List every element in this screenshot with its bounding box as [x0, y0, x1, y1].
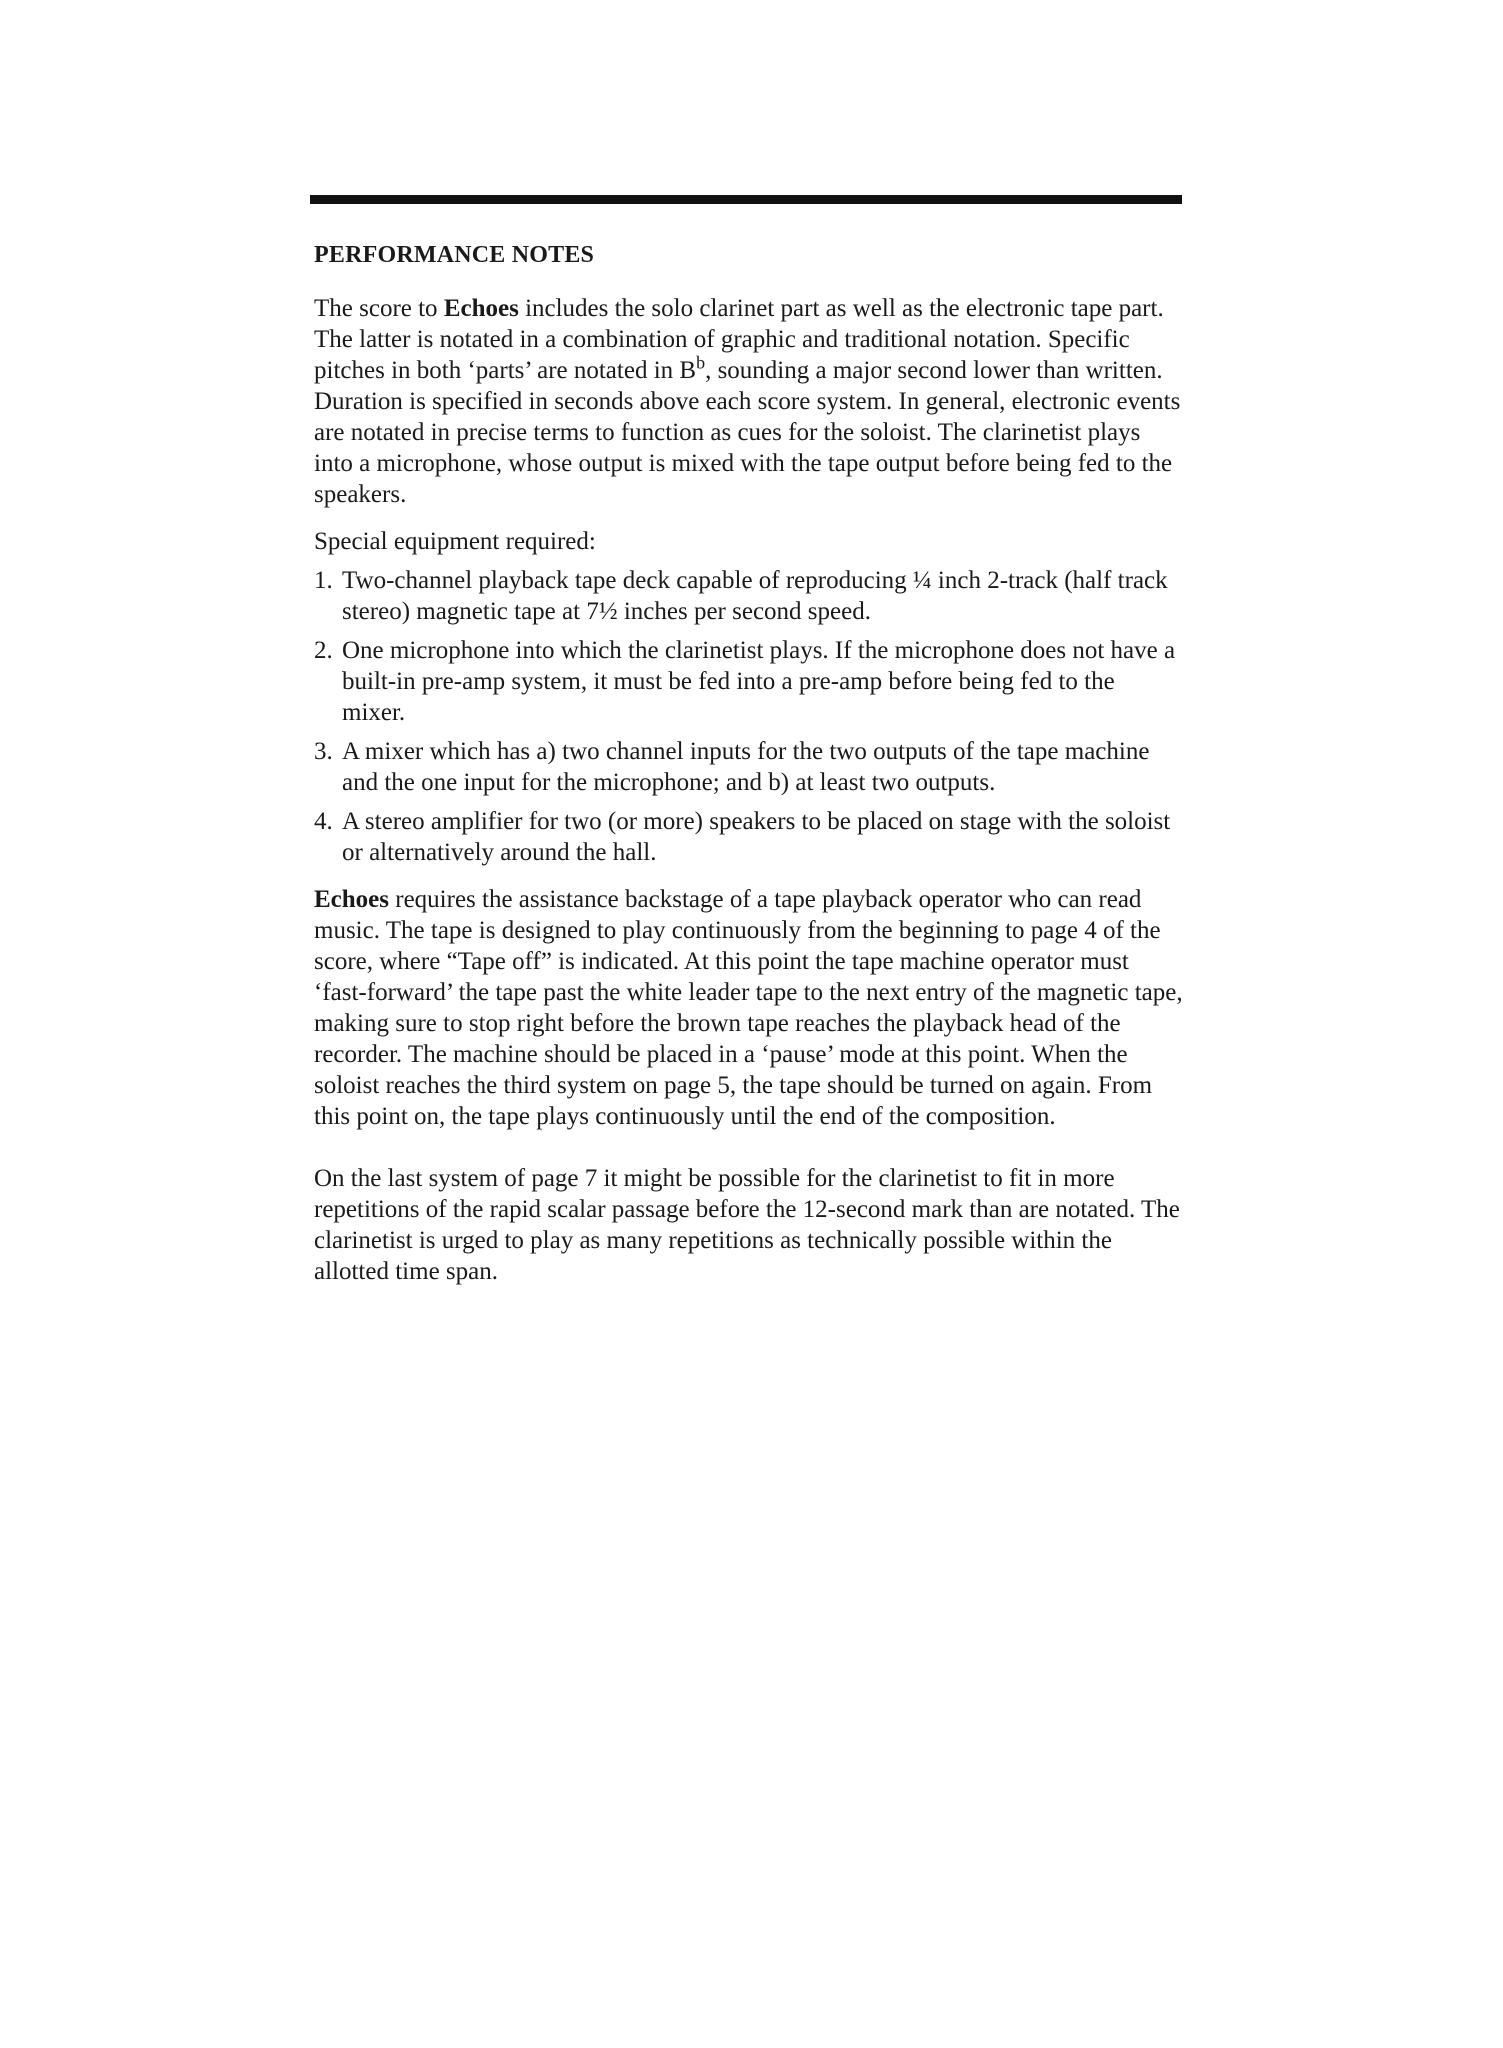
last-paragraph: On the last system of page 7 it might be possible for the clarinetist to fit in more repetitions of the rapid scalar passage before the 12-second mark than are notated. The clarinetist is urged to play as many repetitions as technically possible within the allotted time span. [314, 1165, 1180, 1285]
list-number: 1. [314, 567, 333, 594]
performance-notes [314, 240, 1184, 1287]
list-text: One microphone into which the clarinetist plays. If the microphone does not have a built-in pre-amp system, it must be fed into a pre-amp before being fed to the mixer. [342, 637, 1176, 726]
intro-rest: , sounding a major second lower than written. Duration is specified in seconds above each score system. In general, electronic events are notated in precise terms to function as cues for the soloist. The clarinetist plays into a microphone, whose output is mixed with the tape output before being fed to the speakers. [314, 357, 1181, 508]
intro-middle: includes the solo clarinet part as well as the electronic tape part. The latter is notated in a combination of graphic and traditional notation. Specific pitches in both ‘parts’ are notated in B [314, 295, 1164, 384]
equipment-list [314, 565, 1184, 868]
list-text: A mixer which has a) two channel inputs for the two outputs of the tape machine and the one input for the microphone; and b) at least two outputs. [342, 738, 1150, 796]
top-rule [310, 195, 1182, 204]
list-item [314, 565, 1184, 627]
list-number: 2. [314, 637, 333, 664]
intro-prefix: The score to [314, 295, 444, 322]
list-text: A stereo amplifier for two (or more) speakers to be placed on stage with the soloist or alternatively around the hall. [342, 808, 1171, 866]
equipment-intro: Special equipment required: [314, 528, 596, 555]
flat-sign: b [696, 352, 706, 373]
work-title: Echoes [443, 295, 519, 322]
list-item [314, 635, 1184, 728]
list-number: 4. [314, 808, 333, 835]
page-heading: PERFORMANCE NOTES [314, 242, 595, 268]
operator-paragraph [314, 884, 1184, 1132]
list-item [314, 736, 1184, 798]
list-number: 3. [314, 738, 333, 765]
list-text: Two-channel playback tape deck capable of reproducing ¼ inch 2-track (half track stereo) magnetic tape at 7½ inches per second speed. [342, 567, 1168, 625]
intro-paragraph [314, 293, 1184, 510]
work-title: Echoes [314, 886, 389, 913]
operator-text: requires the assistance backstage of a tape playback operator who can read music. The tape is designed to play continuously from the beginning to page 4 of the score, where “Tape off” is indicated. At this point the tape machine operator must ‘fast-forward’ the tape past the white leader tape to the next entry of the magnetic tape, making sure to stop right before the brown tape reaches the playback head of the recorder. The machine should be placed in a ‘pause’ mode at this point. When the soloist reaches the third system on page 5, the tape should be turned on again. From this point on, the tape plays continuously until the end of the composition. [314, 886, 1183, 1130]
list-item [314, 806, 1184, 868]
